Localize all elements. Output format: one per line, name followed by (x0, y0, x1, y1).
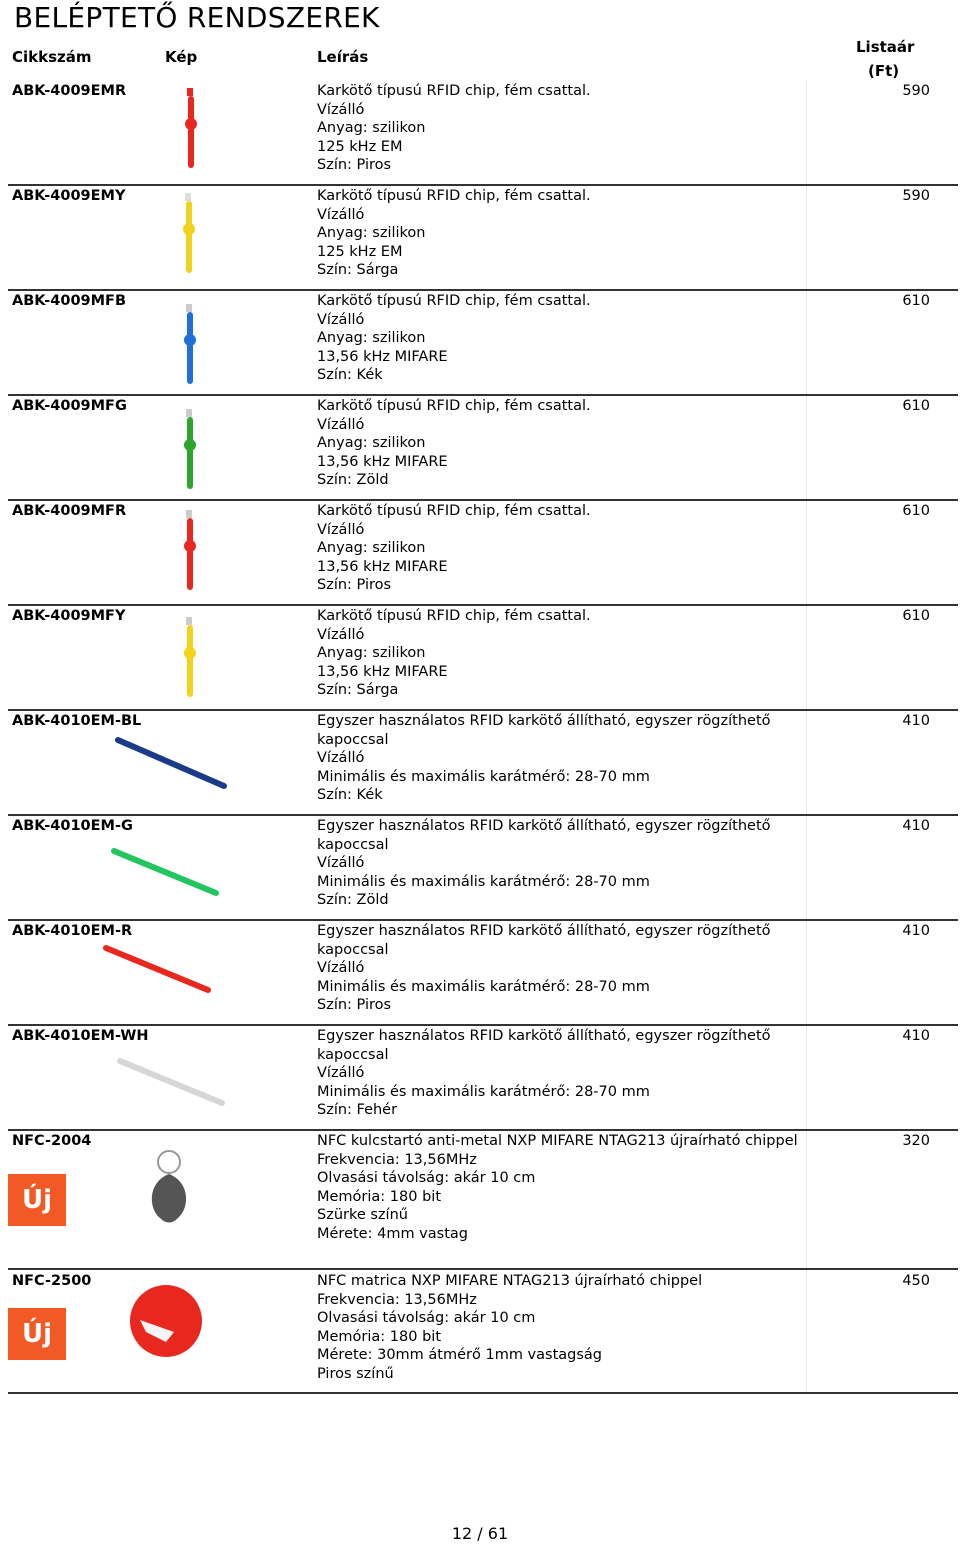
white-wristband-image (114, 1055, 234, 1111)
product-description: NFC matrica NXP MIFARE NTAG213 újraírható chippel Frekvencia: 13,56MHz Olvasási távolság: akár 10 cm Memória: 180 bit Mérete: 30mm átmérő 1mm vastagság Piros színű (317, 1273, 703, 1382)
product-row (8, 290, 958, 396)
product-code: ABK-4010EM-R (12, 923, 133, 939)
product-description: Egyszer használatos RFID karkötő állítható, egyszer rögzíthető kapoccsal Vízálló Minimális és maximális karátmérő: 28-70 mm Szín: Piros (317, 923, 771, 1014)
product-description: Karkötő típusú RFID chip, fém csattal. Vízálló Anyag: szilikon 13,56 kHz MIFARE Szín: Kék (317, 293, 591, 384)
red-wristband-image (176, 86, 206, 172)
blue-wristband-image (175, 302, 205, 388)
product-price: 410 (902, 818, 930, 834)
product-code: ABK-4009MFB (12, 293, 127, 309)
product-row (8, 185, 958, 291)
header-price-line1: Listaár (856, 38, 915, 56)
product-description: Karkötő típusú RFID chip, fém csattal. Vízálló Anyag: szilikon 125 kHz EM Szín: Piros (317, 83, 591, 174)
product-row (8, 1270, 958, 1394)
yellow-wristband-image (175, 615, 205, 701)
product-description: Karkötő típusú RFID chip, fém csattal. Vízálló Anyag: szilikon 125 kHz EM Szín: Sárga (317, 188, 591, 279)
nfc-sticker-image (126, 1284, 206, 1358)
product-description: Karkötő típusú RFID chip, fém csattal. Vízálló Anyag: szilikon 13,56 kHz MIFARE Szín: Sárga (317, 608, 591, 699)
product-code: ABK-4010EM-BL (12, 713, 142, 729)
product-description: NFC kulcstartó anti-metal NXP MIFARE NTAG213 újraírható chippel Frekvencia: 13,56MHz Olvasási távolság: akár 10 cm Memória: 180 bit Szürke színű Mérete: 4mm vastag (317, 1133, 798, 1242)
product-code: ABK-4009MFY (12, 608, 126, 624)
product-row (8, 815, 958, 921)
green-wristband-image (175, 407, 205, 493)
product-description: Egyszer használatos RFID karkötő állítható, egyszer rögzíthető kapoccsal Vízálló Minimális és maximális karátmérő: 28-70 mm Szín: Kék (317, 713, 771, 804)
product-code: ABK-4010EM-G (12, 818, 133, 834)
product-price: 410 (902, 713, 930, 729)
page-title: BELÉPTETŐ RENDSZEREK (14, 1, 380, 34)
product-code: ABK-4009EMY (12, 188, 126, 204)
product-row (8, 395, 958, 501)
product-price: 610 (902, 503, 930, 519)
product-code: ABK-4009MFR (12, 503, 127, 519)
product-price: 410 (902, 923, 930, 939)
product-row (8, 920, 958, 1026)
red-wristband-image (100, 942, 220, 998)
product-row (8, 605, 958, 711)
product-code: NFC-2004 (12, 1133, 92, 1149)
product-row (8, 500, 958, 606)
product-description: Karkötő típusú RFID chip, fém csattal. Vízálló Anyag: szilikon 13,56 kHz MIFARE Szín: Piros (317, 503, 591, 594)
product-price: 610 (902, 398, 930, 414)
new-badge: Új (8, 1308, 66, 1360)
product-description: Egyszer használatos RFID karkötő állítható, egyszer rögzíthető kapoccsal Vízálló Minimális és maximális karátmérő: 28-70 mm Szín: Zöld (317, 818, 771, 909)
product-row (8, 710, 958, 816)
product-price: 610 (902, 293, 930, 309)
product-price: 410 (902, 1028, 930, 1044)
product-code: ABK-4009MFG (12, 398, 127, 414)
green-wristband-image (108, 845, 228, 901)
page-number: 12 / 61 (451, 1524, 509, 1543)
product-description: Egyszer használatos RFID karkötő állítható, egyszer rögzíthető kapoccsal Vízálló Minimális és maximális karátmérő: 28-70 mm Szín: Fehér (317, 1028, 771, 1119)
new-badge: Új (8, 1174, 66, 1226)
yellow-wristband-image (174, 191, 204, 277)
product-price: 450 (902, 1273, 930, 1289)
product-code: ABK-4010EM-WH (12, 1028, 149, 1044)
product-code: NFC-2500 (12, 1273, 92, 1289)
navy-wristband-image (112, 734, 232, 794)
product-row (8, 80, 958, 186)
header-description: Leírás (317, 48, 369, 66)
product-price: 320 (902, 1133, 930, 1149)
red-wristband-image (175, 508, 205, 594)
product-code: ABK-4009EMR (12, 83, 127, 99)
product-price: 590 (902, 83, 930, 99)
product-price: 590 (902, 188, 930, 204)
product-row (8, 1130, 958, 1270)
nfc-keyfob-image (144, 1148, 194, 1224)
product-description: Karkötő típusú RFID chip, fém csattal. Vízálló Anyag: szilikon 13,56 kHz MIFARE Szín: Zöld (317, 398, 591, 489)
header-code: Cikkszám (12, 48, 92, 66)
header-price-line2: (Ft) (868, 62, 900, 80)
product-row (8, 1025, 958, 1131)
product-price: 610 (902, 608, 930, 624)
header-image: Kép (165, 48, 198, 66)
